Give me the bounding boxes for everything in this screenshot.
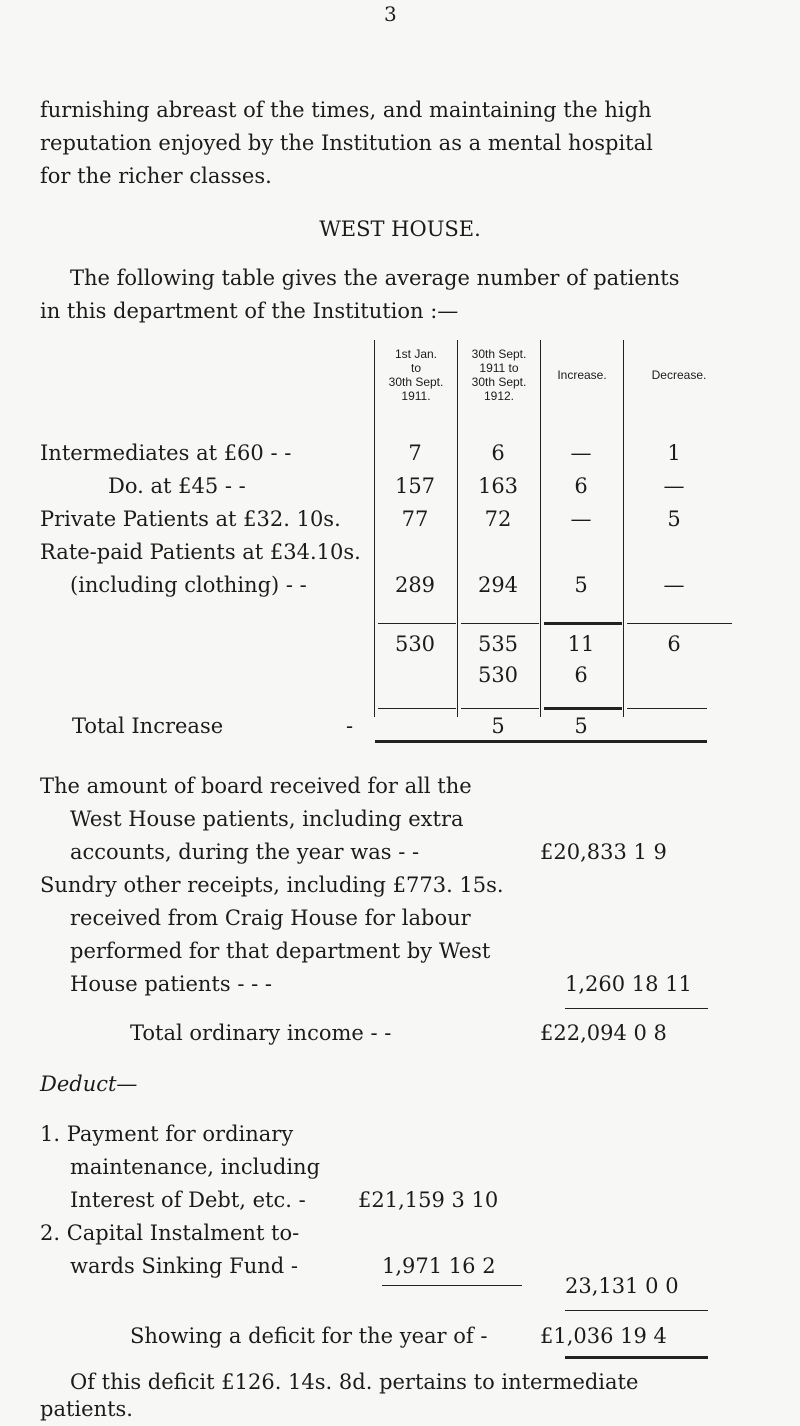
total-increase-dash: - <box>346 714 354 738</box>
deduct-item-1-line-2: maintenance, including <box>70 1155 321 1179</box>
table-rule <box>378 708 456 709</box>
col-header-4: Decrease. <box>651 368 707 382</box>
board-line-1: The amount of board received for all the <box>40 774 472 798</box>
total-income-amount: £22,094 0 8 <box>540 1021 667 1045</box>
cell: 72 <box>484 507 512 531</box>
sundry-amount: 1,260 18 11 <box>565 972 692 996</box>
table-rule <box>378 623 456 624</box>
table-rule <box>627 708 707 709</box>
col-header-text: 30th Sept. <box>471 375 527 389</box>
cell: — <box>663 474 685 498</box>
row-label: Rate-paid Patients at £34.10s. <box>40 540 361 564</box>
sundry-line-4: House patients - - - <box>70 972 272 996</box>
total-income-label: Total ordinary income - - <box>130 1021 392 1045</box>
cell: — <box>570 441 592 465</box>
row-label: Intermediates at £60 - - <box>40 441 292 465</box>
intro-line-2: reputation enjoyed by the Institution as a mental hospital <box>40 131 653 155</box>
cell: — <box>663 573 685 597</box>
cell: 163 <box>477 474 519 498</box>
deduct-item-2-line-2: wards Sinking Fund - <box>70 1254 298 1278</box>
table-rule <box>461 708 539 709</box>
col-header-3: Increase. <box>557 368 607 382</box>
sundry-line-2: received from Craig House for labour <box>70 906 471 930</box>
sum-rule-double <box>565 1356 708 1359</box>
sum-rule <box>565 1008 708 1009</box>
table-intro-line-1: The following table gives the average number of patients <box>70 266 680 290</box>
cell: 157 <box>394 474 436 498</box>
intro-line-3: for the richer classes. <box>40 164 272 188</box>
deduct-total: 23,131 0 0 <box>565 1274 679 1298</box>
cell: 5 <box>667 507 681 531</box>
sundry-line-1: Sundry other receipts, including £773. 15s. <box>40 873 504 897</box>
deficit-label: Showing a deficit for the year of - <box>130 1324 488 1348</box>
cell: 1 <box>667 441 681 465</box>
page-number: 3 <box>384 2 397 26</box>
table-rule <box>461 623 539 624</box>
total-cell: 535 <box>477 632 519 656</box>
cell: 6 <box>574 474 588 498</box>
col-header-text: 1911 to <box>479 361 519 375</box>
deduct-item-1-line-1: 1. Payment for ordinary <box>40 1122 294 1146</box>
row-label: Do. at £45 - - <box>108 474 246 498</box>
deduct-item-1-amount: £21,159 3 10 <box>358 1188 499 1212</box>
sum-rule <box>382 1285 522 1286</box>
deduct-label: Deduct— <box>40 1072 138 1096</box>
section-heading: WEST HOUSE. <box>319 217 481 241</box>
total-cell: 6 <box>667 632 681 656</box>
closing-line-2: patients. <box>40 1397 133 1421</box>
col-header-text: 1st Jan. <box>394 347 438 361</box>
col-header-text: 30th Sept. <box>471 347 527 361</box>
table-rule <box>544 622 622 625</box>
col-header-2 <box>458 347 540 403</box>
deficit-amount: £1,036 19 4 <box>540 1324 667 1348</box>
cell: 5 <box>574 573 588 597</box>
cell: 7 <box>408 441 422 465</box>
cell: 289 <box>394 573 436 597</box>
table-bottom-rule <box>375 740 707 743</box>
row-label: (including clothing) - - <box>70 573 307 597</box>
col-header-1 <box>375 347 457 403</box>
deduct-item-2-amount: 1,971 16 2 <box>382 1254 496 1278</box>
total-cell: 530 <box>394 632 436 656</box>
deduct-item-1-line-3: Interest of Debt, etc. - <box>70 1188 306 1212</box>
closing-line-1: Of this deficit £126. 14s. 8d. pertains to intermediate <box>70 1370 639 1394</box>
col-header-text: to <box>410 361 421 375</box>
total-increase-label: Total Increase <box>72 714 224 738</box>
cell: 77 <box>401 507 429 531</box>
table-rule <box>627 623 732 624</box>
intro-line-1: furnishing abreast of the times, and maintaining the high <box>40 98 652 122</box>
board-amount: £20,833 1 9 <box>540 840 667 864</box>
row-label: Private Patients at £32. 10s. <box>40 507 341 531</box>
sum-rule <box>565 1310 708 1311</box>
total-increase-cell: 5 <box>491 714 505 738</box>
col-header-text: 30th Sept. <box>388 375 444 389</box>
subtract-cell: 530 <box>477 663 519 687</box>
table-intro-line-2: in this department of the Institution :— <box>40 299 459 323</box>
total-increase-cell: 5 <box>574 714 588 738</box>
col-header-text: 1911. <box>401 389 431 403</box>
board-line-2: West House patients, including extra <box>70 807 464 831</box>
subtract-cell: 6 <box>574 663 588 687</box>
deduct-item-2-line-1: 2. Capital Instalment to- <box>40 1221 300 1245</box>
total-cell: 11 <box>567 632 595 656</box>
cell: 294 <box>477 573 519 597</box>
board-line-3: accounts, during the year was - - <box>70 840 420 864</box>
col-header-text: 1912. <box>483 389 515 403</box>
cell: 6 <box>491 441 505 465</box>
sundry-line-3: performed for that department by West <box>70 939 491 963</box>
cell: — <box>570 507 592 531</box>
